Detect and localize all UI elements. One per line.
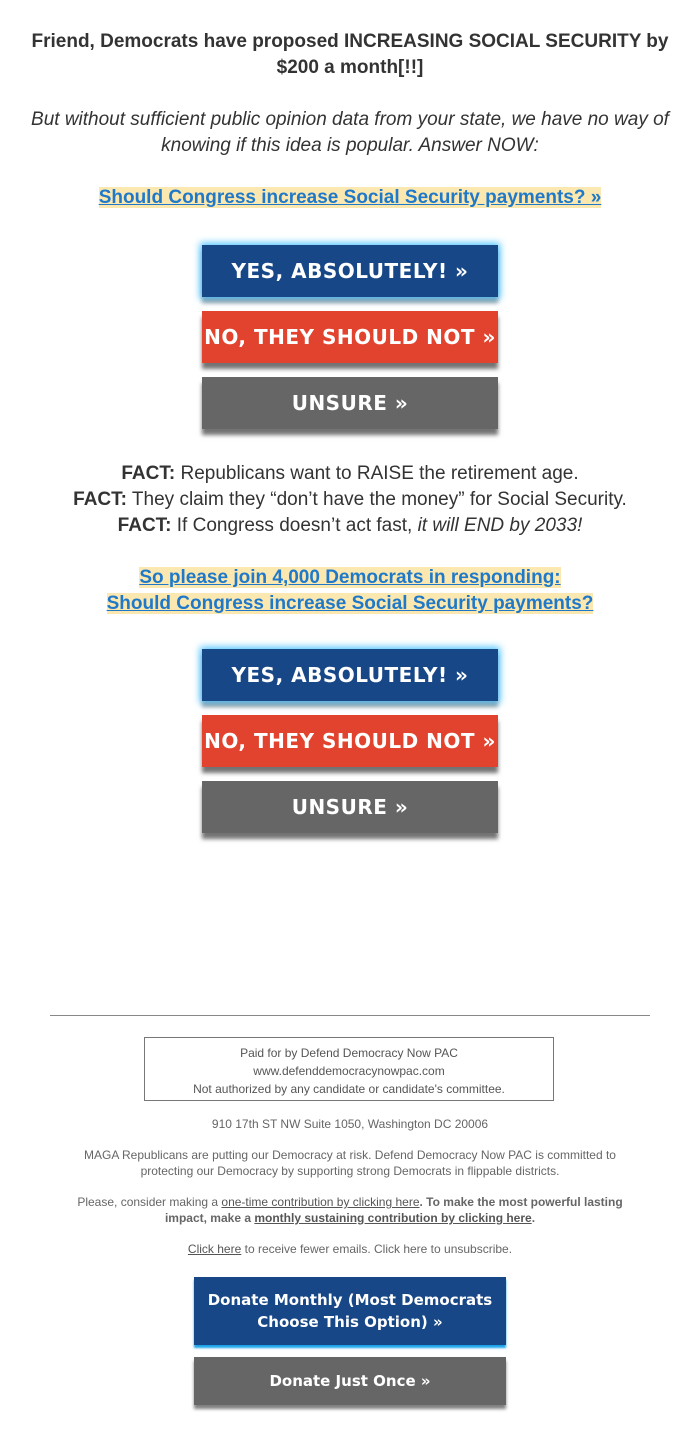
unsubscribe-text: to receive fewer emails. Click here to unsubscribe. bbox=[241, 1242, 513, 1256]
fact-label: FACT: bbox=[117, 515, 172, 536]
intro-text: But without sufficient public opinion data from your state, we have no way of knowing if this idea is popular. Answer NOW: bbox=[31, 109, 669, 156]
contribution-prefix: Please, consider making a bbox=[77, 1195, 222, 1209]
fact-item bbox=[0, 461, 700, 487]
fact-text: If Congress doesn’t act fast, bbox=[171, 515, 418, 536]
headline: Friend, Democrats have proposed INCREASING SOCIAL SECURITY by $200 a month[!!] bbox=[31, 31, 669, 78]
fact-text: Republicans want to RAISE the retirement age. bbox=[175, 463, 579, 484]
mission-statement: MAGA Republicans are putting our Democracy at risk. Defend Democracy Now PAC is committed to protecting our Democracy by supporting strong Democrats in flippable districts. bbox=[84, 1148, 616, 1178]
paid-for-disclaimer bbox=[144, 1037, 554, 1101]
website-text: www.defenddemocracynowpac.com bbox=[253, 1064, 445, 1078]
fact-item bbox=[0, 487, 700, 513]
no-button[interactable]: NO, THEY SHOULD NOT » bbox=[202, 715, 498, 767]
address: 910 17th ST NW Suite 1050, Washington DC 20006 bbox=[211, 1117, 489, 1131]
contribution-suffix: . bbox=[531, 1211, 536, 1225]
fewer-emails-link[interactable]: Click here bbox=[187, 1242, 242, 1256]
fact-item bbox=[0, 513, 700, 539]
fact-label: FACT: bbox=[121, 463, 176, 484]
yes-button[interactable]: YES, ABSOLUTELY! » bbox=[202, 245, 498, 297]
contribution-text bbox=[55, 1194, 645, 1226]
question-2-link-line2[interactable]: Should Congress increase Social Security payments? bbox=[106, 593, 594, 614]
question-2-link-line1[interactable]: So please join 4,000 Democrats in responding: bbox=[139, 567, 561, 588]
unsure-button[interactable]: UNSURE » bbox=[202, 781, 498, 833]
button-group-2 bbox=[202, 649, 498, 833]
donate-monthly-button[interactable]: Donate Monthly (Most Democrats Choose This Option) » bbox=[194, 1277, 506, 1345]
button-group-1 bbox=[202, 245, 498, 429]
yes-button[interactable]: YES, ABSOLUTELY! » bbox=[202, 649, 498, 701]
facts-list bbox=[0, 461, 700, 539]
fact-label: FACT: bbox=[73, 489, 127, 510]
question-1 bbox=[0, 185, 700, 211]
donate-once-button[interactable]: Donate Just Once » bbox=[194, 1357, 506, 1405]
fact-emphasis: it will END by 2033! bbox=[417, 515, 583, 536]
authorization-text: Not authorized by any candidate or candidate's committee. bbox=[193, 1082, 505, 1096]
no-button[interactable]: NO, THEY SHOULD NOT » bbox=[202, 311, 498, 363]
fact-text: They claim they “don’t have the money” for Social Security. bbox=[126, 489, 627, 510]
monthly-contribution-link[interactable]: monthly sustaining contribution by clicking here bbox=[254, 1211, 532, 1225]
question-2 bbox=[0, 565, 700, 617]
footer-divider bbox=[50, 1015, 650, 1016]
question-1-link[interactable]: Should Congress increase Social Security payments? » bbox=[98, 187, 602, 208]
contribution-middle: . To make the most powerful lasting impact, make a bbox=[164, 1195, 623, 1225]
one-time-contribution-link[interactable]: one-time contribution by clicking here bbox=[221, 1195, 420, 1209]
email-preferences bbox=[50, 1241, 650, 1257]
paid-for-text: Paid for by Defend Democracy Now PAC bbox=[240, 1046, 458, 1060]
unsure-button[interactable]: UNSURE » bbox=[202, 377, 498, 429]
